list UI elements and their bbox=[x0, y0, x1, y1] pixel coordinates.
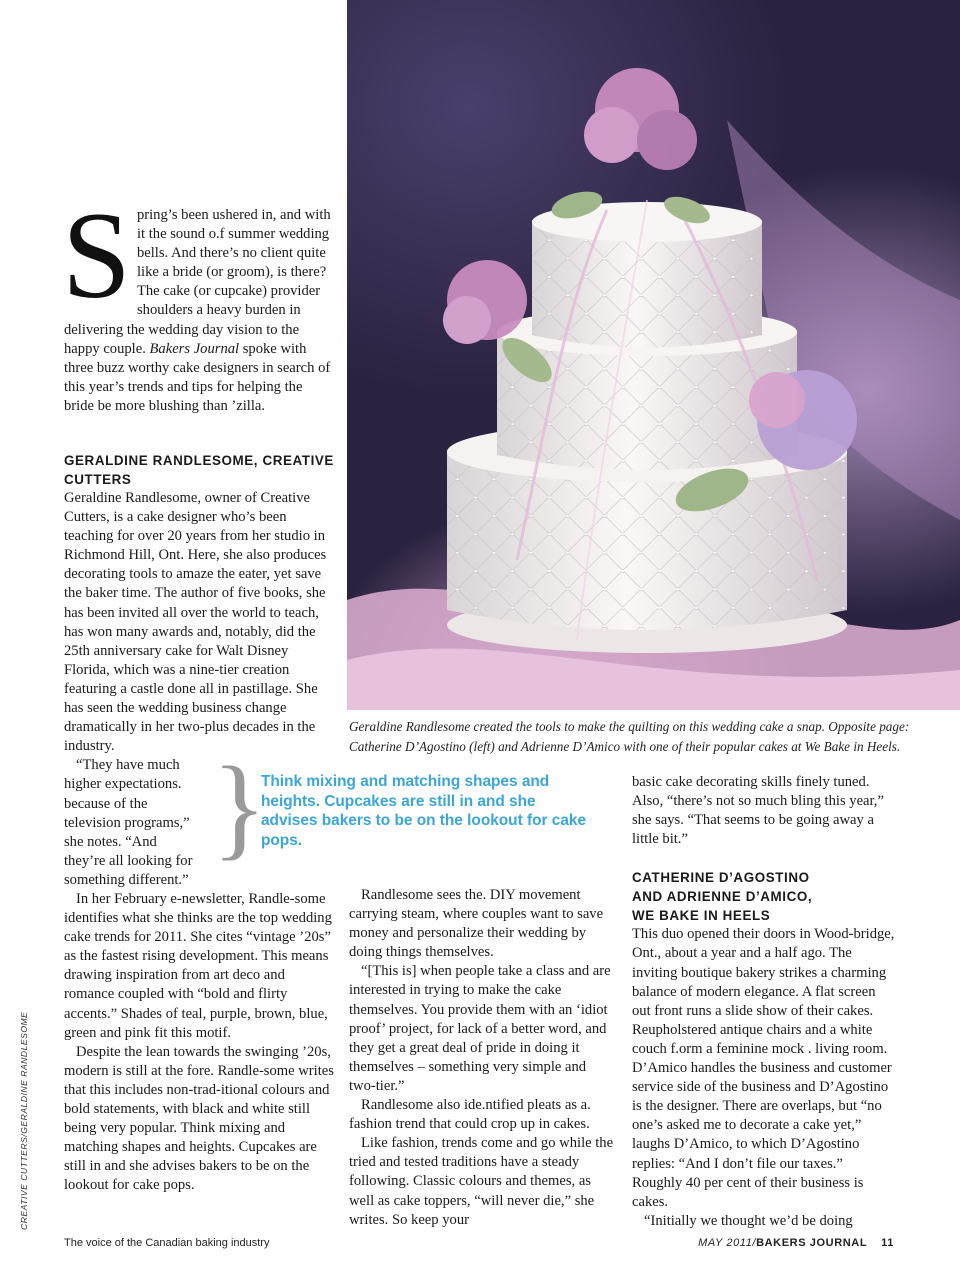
quote-line: she notes. “And bbox=[64, 833, 157, 850]
body-paragraph: Randlesome sees the. DIY movement carrying steam, where couples want to save money and personalize their wedding by doing things themselves. bbox=[349, 887, 604, 961]
page-number: 11 bbox=[881, 1237, 894, 1249]
section-heading-randlesome: GERALDINE RANDLESOME, CREATIVE CUTTERS bbox=[64, 453, 334, 487]
footer-tagline: The voice of the Canadian baking industry bbox=[64, 1237, 270, 1249]
quote-line: something different.” bbox=[64, 871, 189, 888]
quote-line: because of the bbox=[64, 795, 148, 812]
column-2 bbox=[349, 886, 615, 1230]
body-paragraph: basic cake decorating skills finely tuned. Also, “there’s not so much bling this year,” she says. “That seems to be going away a little bit.” bbox=[632, 774, 884, 848]
pullquote-brace-icon: } bbox=[212, 743, 267, 870]
body-paragraph: Despite the lean towards the swinging ’20s, modern is still at the fore. Randle-some writes that this includes non-trad-itional colours and bold statements, with black and white still being very popular. Think mixing and matching shapes and heights. Cupcakes are still in and she advises bakers to be on the lookout for cake pops. bbox=[64, 1043, 334, 1194]
pull-quote: Think mixing and matching shapes and heights. Cupcakes are still in and she advises bakers to be on the lookout for cake pops. bbox=[261, 773, 587, 849]
photo-credit: CREATIVE CUTTERS/GERALDINE RANDLESOME bbox=[19, 1011, 29, 1230]
quote-line: “They have much bbox=[76, 757, 180, 774]
intro-text-1: pring’s been ushered in, and with it the sound o.f summer wedding bells. And there’s no client quite like a bride (or groom), is there? The cake (or cupcake) provider shoulders a heavy burden in delivering the wedding day vision to the happy couple. bbox=[64, 207, 331, 357]
quote-line: television programs,” bbox=[64, 814, 190, 831]
body-paragraph: Geraldine Randlesome, owner of Creative Cutters, is a cake designer who’s been teaching for over 20 years from her studio in Richmond Hill, Ont. Here, she also produces decorating tools to amaze the eater, yet save the baker time. The author of five books, she has been invited all over the world to teach, has won many awards and, notably, did the 25th anniversary cake for Walt Disney Florida, which was a nine-tier creation featuring a castle done all in pastillage. She has seen the wedding business change dramatically in her two-plus decades in the industry. bbox=[64, 490, 327, 755]
heading-line: CATHERINE D’AGOSTINO bbox=[632, 870, 810, 886]
intro-text-2: spoke with three buzz worthy cake designers in search of this year’s trends and tips for helping the bride be more blushing than ’zilla. bbox=[64, 340, 331, 414]
footer-folio bbox=[698, 1237, 894, 1249]
heading-line: AND ADRIENNE D’AMICO, bbox=[632, 889, 813, 905]
drop-cap: S bbox=[62, 187, 131, 324]
body-paragraph: This duo opened their doors in Wood-bridge, Ont., about a year and a half ago. The inviting boutique bakery strikes a charming balance of modern elegance. A flat screen out front runs a slide show of their cakes. Reupholstered antique chairs and a white couch f.orm a feminine mock . living room. D’Amico handles the business and customer service side of the business and D’Agostino is the designer. There are overlaps, but “no one’s asked me to decorate a cake yet,” laughs D’Amico, to which D’Agostino replies: “And I don’t file our taxes.” Roughly 40 per cent of their business is cakes. bbox=[632, 926, 895, 1210]
magazine-name: Bakers Journal bbox=[149, 340, 240, 357]
body-paragraph: “Initially we thought we’d be doing bbox=[644, 1212, 853, 1229]
body-paragraph: Randlesome also ide.ntified pleats as a. fashion trend that could crop up in cakes. bbox=[349, 1097, 591, 1133]
cake-illustration bbox=[347, 0, 960, 710]
column-3 bbox=[632, 773, 896, 1231]
body-paragraph: Like fashion, trends come and go while the tried and tested traditions have a steady following. Classic colours and themes, as well as cake toppers, “will never die,” she writes. So keep your bbox=[349, 1135, 614, 1228]
photo-caption: Geraldine Randlesome created the tools to make the quilting on this wedding cake a snap. Opposite page: Catherine D’Agostino (left) and Adrienne D’Amico with one of their popular cakes at We Bake in Heels. bbox=[349, 719, 910, 754]
issue-date: MAY 2011/ bbox=[698, 1237, 757, 1249]
heading-line: WE BAKE IN HEELS bbox=[632, 908, 771, 924]
intro-paragraph bbox=[62, 187, 334, 416]
body-paragraph: In her February e-newsletter, Randle-some identifies what she thinks are the top wedding cake trends for 2011. She cites “vintage ’20s” as the fastest rising development. This means drawing inspiration from art deco and romance coupled with “bold and flirty accents.” Shades of teal, purple, brown, blue, green and pink fit this motif. bbox=[64, 890, 332, 1041]
wedding-cake-photo bbox=[347, 0, 960, 710]
quote-line: they’re all looking for bbox=[64, 852, 193, 869]
section-heading-we-bake-in-heels bbox=[632, 868, 896, 925]
footer-magazine: BAKERS JOURNAL bbox=[756, 1237, 868, 1249]
quote-line: higher expectations. bbox=[64, 776, 182, 793]
body-paragraph: “[This is] when people take a class and are interested in trying to make the cake themselves. You provide them with an ‘idiot proof’ project, for lack of a better word, and they get a great deal of pride in doing it themselves – something very simple and two-tier.” bbox=[349, 963, 611, 1094]
